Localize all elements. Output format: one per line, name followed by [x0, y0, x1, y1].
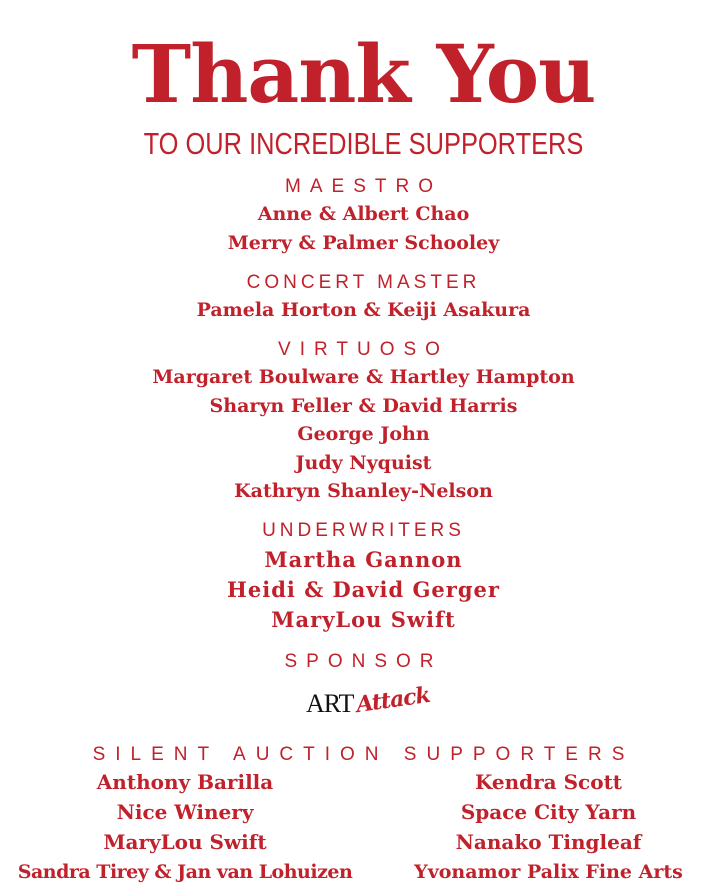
supporter-name: Kendra Scott	[474, 770, 623, 794]
supporter-name: Kathryn Shanley-Nelson	[234, 480, 493, 502]
supporter-name: George John	[297, 423, 430, 445]
supporter-name: Yvonamor Palix Fine Arts	[414, 861, 683, 883]
supporter-name: Sandra Tirey & Jan van Lohuizen	[17, 861, 353, 883]
supporter-name: Heidi & David Gerger	[227, 577, 500, 602]
tier-heading-virtuoso: VIRTUOSO	[278, 339, 449, 360]
supporter-name: Space City Yarn	[460, 800, 637, 824]
supporter-name: Nanako Tingleaf	[455, 830, 642, 854]
tier-heading-sponsor: SPONSOR	[284, 651, 443, 672]
logo-text-attack: Attack	[354, 681, 432, 719]
supporter-name: MaryLou Swift	[271, 607, 456, 632]
supporter-name: Martha Gannon	[264, 547, 463, 572]
page-subtitle: TO OUR INCREDIBLE SUPPORTERS	[143, 126, 584, 161]
supporter-name: Merry & Palmer Schooley	[227, 232, 500, 254]
page-title: Thank You	[131, 27, 596, 121]
silent-auction-left-column	[0, 767, 370, 887]
art-attack-logo	[300, 683, 430, 727]
silent-auction-right-column	[370, 767, 727, 887]
supporter-name: Anne & Albert Chao	[257, 203, 470, 225]
supporter-name: Margaret Boulware & Hartley Hampton	[152, 366, 575, 388]
supporter-name: Pamela Horton & Keiji Asakura	[196, 299, 531, 321]
supporter-name: Nice Winery	[116, 800, 254, 824]
tier-heading-underwriters: UNDERWRITERS	[262, 520, 465, 541]
tier-heading-silent-auction: SILENT AUCTION SUPPORTERS	[92, 744, 635, 765]
supporter-name: Judy Nyquist	[295, 452, 432, 474]
logo-text-art: ART	[306, 689, 354, 718]
tier-heading-maestro: MAESTRO	[285, 176, 442, 197]
supporter-name: Sharyn Feller & David Harris	[209, 395, 518, 417]
supporter-name: MaryLou Swift	[103, 830, 267, 854]
tier-heading-concert-master: CONCERT MASTER	[246, 272, 481, 293]
supporter-name: Anthony Barilla	[96, 770, 274, 794]
